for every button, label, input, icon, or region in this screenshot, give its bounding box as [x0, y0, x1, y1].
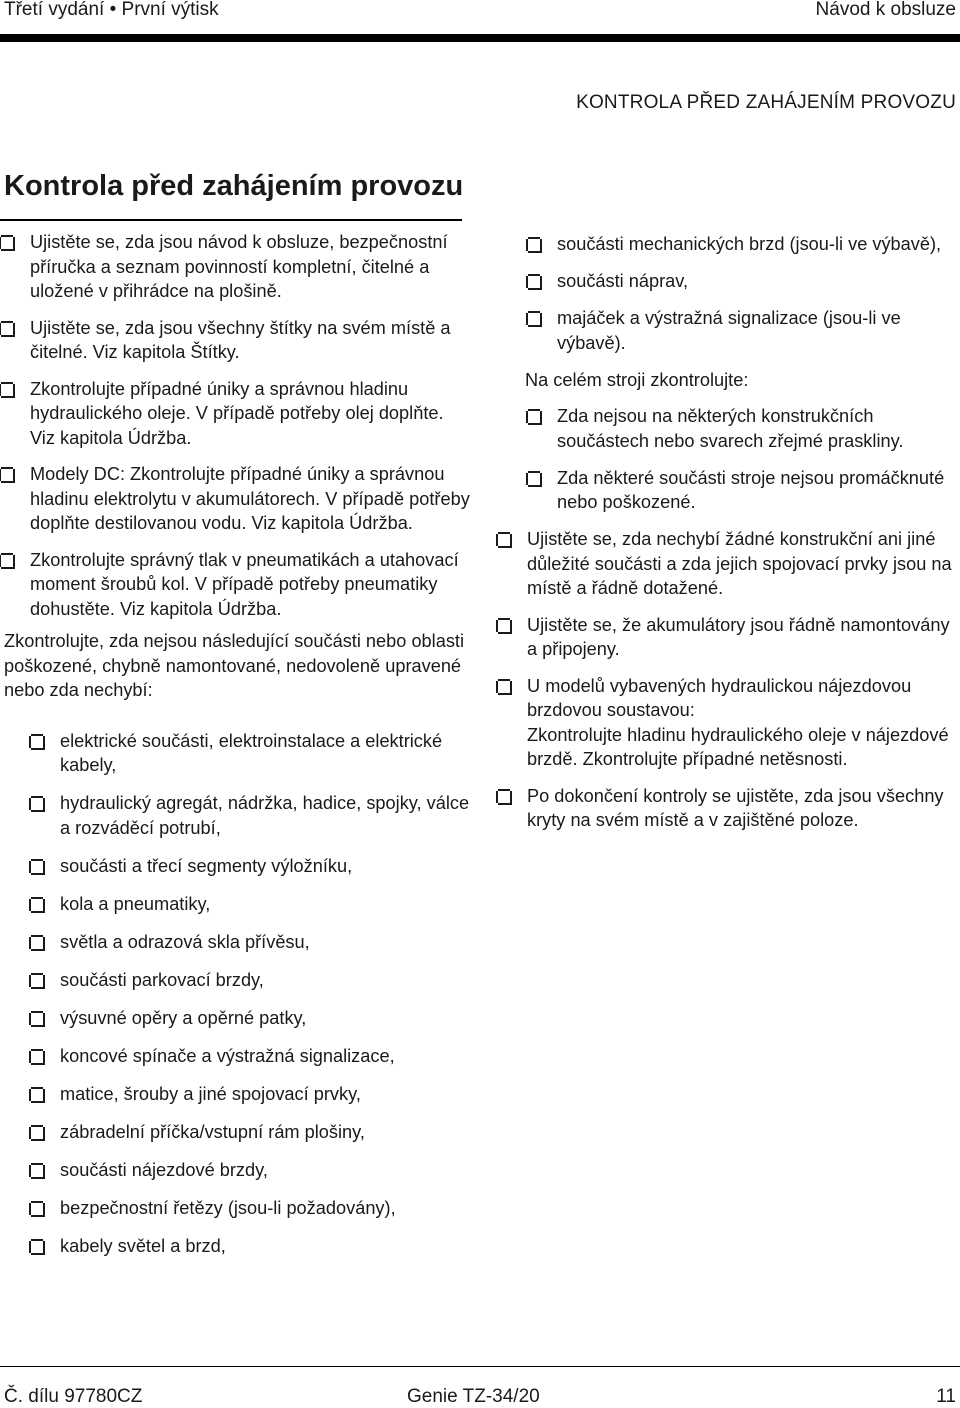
inspection-item — [527, 269, 960, 294]
checkbox-icon[interactable] — [31, 861, 45, 875]
inspection-item — [30, 729, 470, 778]
item-text: koncové spínače a výstražná signalizace, — [60, 1045, 395, 1066]
item-text: Ujistěte se, zda jsou návod k obsluze, bezpečnostní příručka a seznam povinností kompletní, čitelné a uložené v přihrádce na plošině. — [30, 232, 448, 301]
item-text: elektrické součásti, elektroinstalace a elektrické kabely, — [60, 730, 443, 775]
item-text: hydraulický agregát, nádržka, hadice, spojky, válce a rozváděcí potrubí, — [60, 793, 470, 838]
checklist-item — [497, 784, 960, 833]
inspection-item — [30, 854, 470, 879]
inspection-item — [30, 1234, 470, 1259]
item-text: majáček a výstražná signalizace (jsou-li ve výbavě). — [557, 308, 901, 353]
machine-check-list — [497, 404, 960, 515]
checkbox-icon[interactable] — [31, 1127, 45, 1141]
item-text: Ujistěte se, zda jsou všechny štítky na svém místě a čitelné. Viz kapitola Štítky. — [30, 317, 451, 362]
checklist-item — [497, 613, 960, 662]
inspection-list — [0, 729, 470, 1259]
checklist-item — [497, 674, 960, 772]
checkbox-icon[interactable] — [31, 736, 45, 750]
checkbox-icon[interactable] — [528, 276, 542, 290]
checkbox-icon[interactable] — [498, 791, 512, 805]
footer-model: Genie TZ-34/20 — [407, 1386, 540, 1407]
checklist-item — [0, 316, 470, 365]
checklist-item — [0, 548, 470, 622]
checkbox-icon[interactable] — [528, 239, 542, 253]
inspection-item — [527, 232, 960, 257]
item-text: matice, šrouby a jiné spojovací prvky, — [60, 1083, 361, 1104]
inspection-intro: Zkontrolujte, zda nejsou následující součásti nebo oblasti poškozené, chybně namontované, nedovoleně upravené nebo zda nechybí: — [4, 631, 465, 700]
checkbox-icon[interactable] — [31, 1165, 45, 1179]
inspection-item — [30, 892, 470, 917]
footer-part-number: Č. dílu 97780CZ — [4, 1386, 143, 1407]
machine-intro: Na celém stroji zkontrolujte: — [525, 369, 749, 390]
item-text: součásti a třecí segmenty výložníku, — [60, 855, 353, 876]
inspection-item — [30, 1158, 470, 1183]
machine-check-item — [527, 404, 960, 453]
inspection-item — [30, 1196, 470, 1221]
item-text: součásti nájezdové brzdy, — [60, 1159, 268, 1180]
checkbox-icon[interactable] — [31, 798, 45, 812]
inspection-item — [30, 968, 470, 993]
inspection-item — [527, 306, 960, 355]
item-text: součásti parkovací brzdy, — [60, 969, 264, 990]
checkbox-icon[interactable] — [1, 237, 15, 251]
item-text: Modely DC: Zkontrolujte případné úniky a správnou hladinu elektrolytu v akumulátorech. V případě potřeby doplňte destilovanou vodu. Viz kapitola Údržba. — [30, 464, 470, 533]
inspection-list-continued — [497, 232, 960, 355]
item-text: Ujistěte se, že akumulátory jsou řádně namontovány a připojeny. — [527, 614, 950, 659]
checkbox-icon[interactable] — [31, 1203, 45, 1217]
checkbox-icon[interactable] — [1, 323, 15, 337]
checkbox-icon[interactable] — [31, 1013, 45, 1027]
item-text: Ujistěte se, zda nechybí žádné konstrukční ani jiné důležité součásti a zda jejich spojovací prvky jsou na místě a řádně dotažené. — [527, 529, 952, 598]
right-column — [497, 232, 960, 845]
checkbox-icon[interactable] — [31, 937, 45, 951]
checkbox-icon[interactable] — [1, 384, 15, 398]
checklist-item — [0, 230, 470, 304]
header-manual-title: Návod k obsluze — [815, 0, 956, 20]
footer-page-number: 11 — [936, 1386, 956, 1407]
inspection-item — [30, 1082, 470, 1107]
item-text: kabely světel a brzd, — [60, 1235, 226, 1256]
inspection-item — [30, 1044, 470, 1069]
machine-check-item — [527, 466, 960, 515]
checkbox-icon[interactable] — [31, 899, 45, 913]
checkbox-icon[interactable] — [31, 1241, 45, 1255]
checkbox-icon[interactable] — [31, 975, 45, 989]
item-text: bezpečnostní řetězy (jsou-li požadovány), — [60, 1197, 396, 1218]
item-text: Zkontrolujte případné úniky a správnou hladinu hydraulického oleje. V případě potřeby olej doplňte. Viz kapitola Údržba. — [30, 378, 444, 448]
checklist-item — [0, 377, 470, 451]
item-text: U modelů vybavených hydraulickou nájezdovou brzdovou soustavou: — [527, 675, 912, 720]
checkbox-icon[interactable] — [528, 473, 542, 487]
item-text: Zkontrolujte správný tlak v pneumatikách a utahovací moment šroubů kol. V případě potřeby pneumatiky dohustěte. Viz kapitola Údržba. — [30, 549, 459, 619]
item-text: Po dokončení kontroly se ujistěte, zda jsou všechny kryty na svém místě a v zajištěné poloze. — [527, 785, 944, 830]
inspection-item — [30, 1120, 470, 1145]
checkbox-icon[interactable] — [528, 313, 542, 327]
checkbox-icon[interactable] — [498, 620, 512, 634]
inspection-item — [30, 791, 470, 840]
item-text: součásti mechanických brzd (jsou-li ve výbavě), — [557, 234, 942, 254]
checkbox-icon[interactable] — [1, 469, 15, 483]
inspection-item — [30, 1006, 470, 1031]
item-text: zábradelní příčka/vstupní rám plošiny, — [60, 1121, 365, 1142]
checkbox-icon[interactable] — [31, 1051, 45, 1065]
left-column — [0, 230, 470, 1272]
page-title: Kontrola před zahájením provozu — [4, 170, 464, 202]
item-text: Zda nejsou na některých konstrukčních součástech nebo svarech zřejmé praskliny. — [557, 406, 904, 451]
item-text: světla a odrazová skla přívěsu, — [60, 931, 310, 952]
checkbox-icon[interactable] — [498, 681, 512, 695]
checkbox-icon[interactable] — [31, 1089, 45, 1103]
item-text: součásti náprav, — [557, 271, 689, 291]
checklist-item — [497, 527, 960, 601]
hydraulic-note: Zkontrolujte hladinu hydraulického oleje v nájezdové brzdě. Zkontrolujte případné netěsnosti. — [527, 724, 949, 769]
item-text: kola a pneumatiky, — [60, 893, 211, 914]
inspection-item — [30, 930, 470, 955]
title-underline — [0, 219, 462, 221]
checklist-item — [0, 462, 470, 536]
footer-rule — [0, 1366, 960, 1367]
item-text: výsuvné opěry a opěrné patky, — [60, 1007, 307, 1028]
header-rule — [0, 34, 960, 42]
header-edition: Třetí vydání • První výtisk — [4, 0, 219, 20]
checkbox-icon[interactable] — [528, 411, 542, 425]
checkbox-icon[interactable] — [1, 555, 15, 569]
item-text: Zda některé součásti stroje nejsou promáčknuté nebo poškozené. — [557, 467, 945, 512]
checkbox-icon[interactable] — [498, 534, 512, 548]
section-heading: KONTROLA PŘED ZAHÁJENÍM PROVOZU — [576, 92, 956, 113]
